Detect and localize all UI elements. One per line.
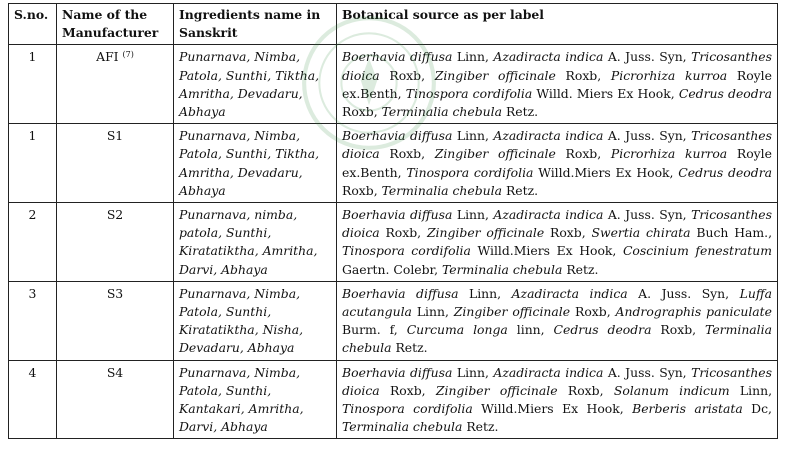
species-name: Luffa acutangula	[342, 285, 772, 320]
species-name: Tricosanthes dioica	[342, 207, 772, 241]
species-name: Boerhavia diffusa	[342, 285, 459, 301]
species-name: Picrorhiza kurroa	[610, 146, 728, 162]
species-name: Boerhavia diffusa	[342, 49, 453, 65]
table-row	[9, 281, 778, 360]
species-name: Zingiber officinale	[453, 304, 571, 320]
species-name: Curcuma longa	[406, 322, 508, 338]
cell-botanical-source: Boerhavia diffusa Linn, Azadiracta indica A. Juss. Syn, Tricosanthes dioica Roxb, Zingiber officinale Roxb, Swertia chirata Buch Ham., Tinospora cordifolia Willd.Miers Ex Hook, Coscinium fenestratum Gaertn. Colebr, Terminalia chebula Retz.	[337, 203, 778, 282]
cell-sno: 1	[9, 45, 57, 124]
cell-sno: 3	[9, 281, 57, 360]
manufacturer-name: S1	[106, 128, 124, 144]
species-name: Azadiracta indica	[511, 285, 628, 301]
cell-manufacturer	[57, 281, 174, 360]
cell-ingredients: Punarnava, Nimba, Patola, Sunthi, Kantakari, Amritha, Darvi, Abhaya	[174, 360, 337, 439]
species-name: Cedrus deodra	[553, 322, 652, 338]
table-row	[9, 45, 778, 124]
header-row	[9, 4, 778, 45]
species-name: Terminalia chebula	[381, 182, 502, 198]
species-name: Andrographis paniculate	[615, 304, 772, 320]
species-name: Picrorhiza kurroa	[610, 67, 728, 83]
species-name: Terminalia chebula	[342, 419, 463, 435]
species-name: Tricosanthes dioica	[342, 49, 772, 83]
manufacturer-name: S2	[106, 207, 124, 223]
cell-sno: 2	[9, 203, 57, 282]
species-name: Zingiber officinale	[426, 225, 545, 241]
species-name: Solanum indicum	[613, 382, 730, 398]
cell-botanical-source: Boerhavia diffusa Linn, Azadiracta indica A. Juss. Syn, Tricosanthes dioica Roxb, Zingiber officinale Roxb, Picrorhiza kurroa Royle ex.Benth, Tinospora cordifolia Willd.Miers Ex Hook, Cedrus deodra Roxb, Terminalia chebula Retz.	[337, 124, 778, 203]
cell-ingredients: Punarnava, Nimba, Patola, Sunthi, Tiktha, Amritha, Devadaru, Abhaya	[174, 45, 337, 124]
species-name: Azadiracta indica	[493, 128, 604, 144]
species-name: Berberis aristata	[632, 401, 743, 417]
cell-botanical-source: Boerhavia diffusa Linn, Azadiracta indica A. Juss. Syn, Tricosanthes dioica Roxb, Zingiber officinale Roxb, Solanum indicum Linn, Tinospora cordifolia Willd.Miers Ex Hook, Berberis aristata Dc, Terminalia chebula Retz.	[337, 360, 778, 439]
species-name: Boerhavia diffusa	[342, 207, 453, 223]
botanical-source-table	[8, 3, 778, 439]
table-row	[9, 360, 778, 439]
manufacturer-name: S3	[106, 285, 124, 301]
manufacturer-name: S4	[106, 364, 124, 380]
cell-ingredients: Punarnava, nimba, patola, Sunthi, Kiratatiktha, Amritha, Darvi, Abhaya	[174, 203, 337, 282]
species-name: Zingiber officinale	[434, 67, 556, 83]
species-name: Cedrus deodra	[678, 164, 773, 180]
header-sno: S.no.	[9, 4, 57, 45]
species-name: Azadiracta indica	[493, 364, 604, 380]
species-name: Terminalia chebula	[381, 104, 502, 120]
cell-manufacturer	[57, 45, 174, 124]
species-name: Coscinium fenestratum	[622, 243, 772, 259]
species-name: Terminalia chebula	[342, 322, 772, 356]
species-name: Tricosanthes dioica	[342, 364, 772, 398]
manufacturer-name: AFI	[96, 49, 119, 65]
table-row	[9, 203, 778, 282]
reference-superscript: (7)	[122, 50, 134, 60]
cell-botanical-source: Boerhavia diffusa Linn, Azadiracta indica A. Juss. Syn, Luffa acutangula Linn, Zingiber officinale Roxb, Andrographis paniculate Burm. f, Curcuma longa linn, Cedrus deodra Roxb, Terminalia chebula Retz.	[337, 281, 778, 360]
table-row	[9, 124, 778, 203]
species-name: Zingiber officinale	[435, 382, 558, 398]
species-name: Tinospora cordifolia	[405, 85, 533, 101]
species-name: Azadiracta indica	[493, 207, 604, 223]
cell-manufacturer	[57, 203, 174, 282]
cell-botanical-source: Boerhavia diffusa Linn, Azadiracta indica A. Juss. Syn, Tricosanthes dioica Roxb, Zingiber officinale Roxb, Picrorhiza kurroa Royle ex.Benth, Tinospora cordifolia Willd. Miers Ex Hook, Cedrus deodra Roxb, Terminalia chebula Retz.	[337, 45, 778, 124]
species-name: Tinospora cordifolia	[406, 164, 534, 180]
species-name: Zingiber officinale	[434, 146, 556, 162]
cell-manufacturer	[57, 360, 174, 439]
species-name: Tinospora cordifolia	[342, 401, 473, 417]
header-manufacturer: Name of the Manufacturer	[57, 4, 174, 45]
species-name: Tinospora cordifolia	[342, 243, 471, 259]
table-body	[9, 45, 778, 439]
species-name: Terminalia chebula	[441, 261, 563, 277]
header-botanical: Botanical source as per label	[337, 4, 778, 45]
cell-sno: 4	[9, 360, 57, 439]
species-name: Azadiracta indica	[493, 49, 604, 65]
cell-ingredients: Punarnava, Nimba, Patola, Sunthi, Kiratatiktha, Nisha, Devadaru, Abhaya	[174, 281, 337, 360]
species-name: Tricosanthes dioica	[342, 128, 772, 162]
species-name: Swertia chirata	[591, 225, 691, 241]
cell-manufacturer	[57, 124, 174, 203]
species-name: Boerhavia diffusa	[342, 128, 453, 144]
cell-sno: 1	[9, 124, 57, 203]
species-name: Cedrus deodra	[678, 85, 772, 101]
species-name: Boerhavia diffusa	[342, 364, 453, 380]
cell-ingredients: Punarnava, Nimba, Patola, Sunthi, Tiktha, Amritha, Devadaru, Abhaya	[174, 124, 337, 203]
header-ingredients: Ingredients name in Sanskrit	[174, 4, 337, 45]
